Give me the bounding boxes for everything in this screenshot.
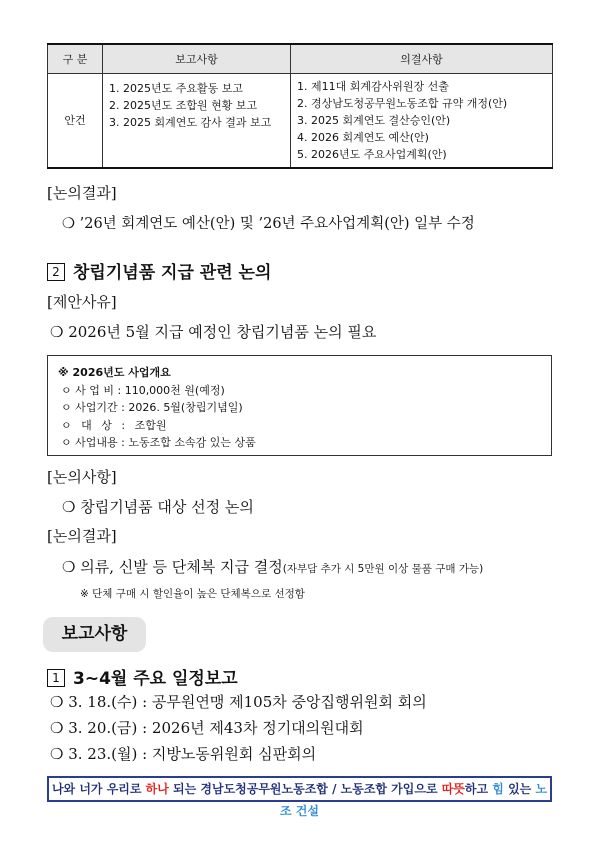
footer-slogan <box>47 776 552 818</box>
slogan-part: 되는 경남도청공무원노동조합 / 노동조합 가입으로 <box>168 782 442 796</box>
result1-text: ❍ ’26년 회계연도 예산(안) 및 ’26년 주요사업계획(안) 일부 수정 <box>62 216 475 232</box>
result2-note: (자부담 추가 시 5만원 이상 물품 구매 가능) <box>282 563 484 575</box>
col-header-resolution: 의결사항 <box>291 44 553 74</box>
slogan-highlight: 하나 <box>145 782 169 796</box>
category-cell: 안건 <box>48 74 103 169</box>
box-line: ㅇ 사업내용 : 노동조합 소속감 있는 상품 <box>61 436 256 449</box>
section-title-text: 창립기념품 지급 관련 논의 <box>73 263 272 283</box>
schedule-item: ❍ 3. 20.(금) : 2026년 제43차 정기대의원대회 <box>50 719 364 737</box>
slogan-highlight: 따뜻 <box>441 782 465 796</box>
list-item: 3. 2025 회계연도 결산승인(안) <box>297 114 451 127</box>
resolution-items-cell <box>291 74 553 169</box>
section-number: 2 <box>47 263 65 281</box>
section-title-text: 3~4월 주요 일정보고 <box>73 669 238 689</box>
table-row <box>48 74 553 169</box>
slogan-highlight: 힘 <box>492 782 504 796</box>
list-item: 4. 2026 회계연도 예산(안) <box>297 131 429 144</box>
col-header-category: 구 분 <box>48 44 103 74</box>
box-line: ㅇ 대 상 : 조합원 <box>61 418 167 432</box>
list-item: 2. 경상남도청공무원노동조합 규약 개정(안) <box>297 97 508 110</box>
list-item: 3. 2025 회계연도 감사 결과 보고 <box>109 116 272 129</box>
discussion-text: ❍ 창립기념품 대상 선정 논의 <box>62 498 254 516</box>
business-overview-box <box>47 355 552 456</box>
list-item: 1. 제11대 회계감사위원장 선출 <box>297 80 449 93</box>
reason-label: [제안사유] <box>47 293 117 311</box>
report-section-title <box>47 664 238 689</box>
result2-label: [논의결과] <box>47 527 117 545</box>
schedule-item: ❍ 3. 23.(월) : 지방노동위원회 심판회의 <box>50 745 317 763</box>
discussion-label: [논의사항] <box>47 468 117 486</box>
section-number: 1 <box>47 669 65 687</box>
slogan-part: 나와 너가 우리로 <box>51 782 146 796</box>
result2-text <box>62 556 483 577</box>
reason-text: ❍ 2026년 5월 지급 예정인 창립기념품 논의 필요 <box>50 323 377 341</box>
slogan-part: 하고 <box>464 782 493 796</box>
section2-title <box>47 258 271 283</box>
col-header-report: 보고사항 <box>103 44 291 74</box>
box-header: ※ 2026년도 사업개요 <box>58 366 171 379</box>
result1-label: [논의결과] <box>47 184 117 202</box>
report-tab: 보고사항 <box>43 617 146 652</box>
box-line: ㅇ 사업기간 : 2026. 5월(창립기념일) <box>61 401 243 414</box>
box-line: ㅇ 사 업 비 : 110,000천 원(예정) <box>61 383 225 397</box>
report-items-cell <box>103 74 291 169</box>
slogan-highlight: 노조 건설 <box>280 782 548 818</box>
slogan-part: 있는 <box>503 782 536 796</box>
schedule-item: ❍ 3. 18.(수) : 공무원연맹 제105차 중앙집행위원회 회의 <box>50 693 427 711</box>
table-header-row <box>48 44 553 74</box>
agenda-table <box>47 43 553 169</box>
list-item: 1. 2025년도 주요활동 보고 <box>109 82 243 95</box>
result2-sub: ※ 단체 구매 시 할인율이 높은 단체복으로 선정함 <box>80 588 305 600</box>
list-item: 5. 2026년도 주요사업계획(안) <box>297 148 447 161</box>
result2-main: ❍ 의류, 신발 등 단체복 지급 결정 <box>62 558 283 576</box>
list-item: 2. 2025년도 조합원 현황 보고 <box>109 99 258 112</box>
